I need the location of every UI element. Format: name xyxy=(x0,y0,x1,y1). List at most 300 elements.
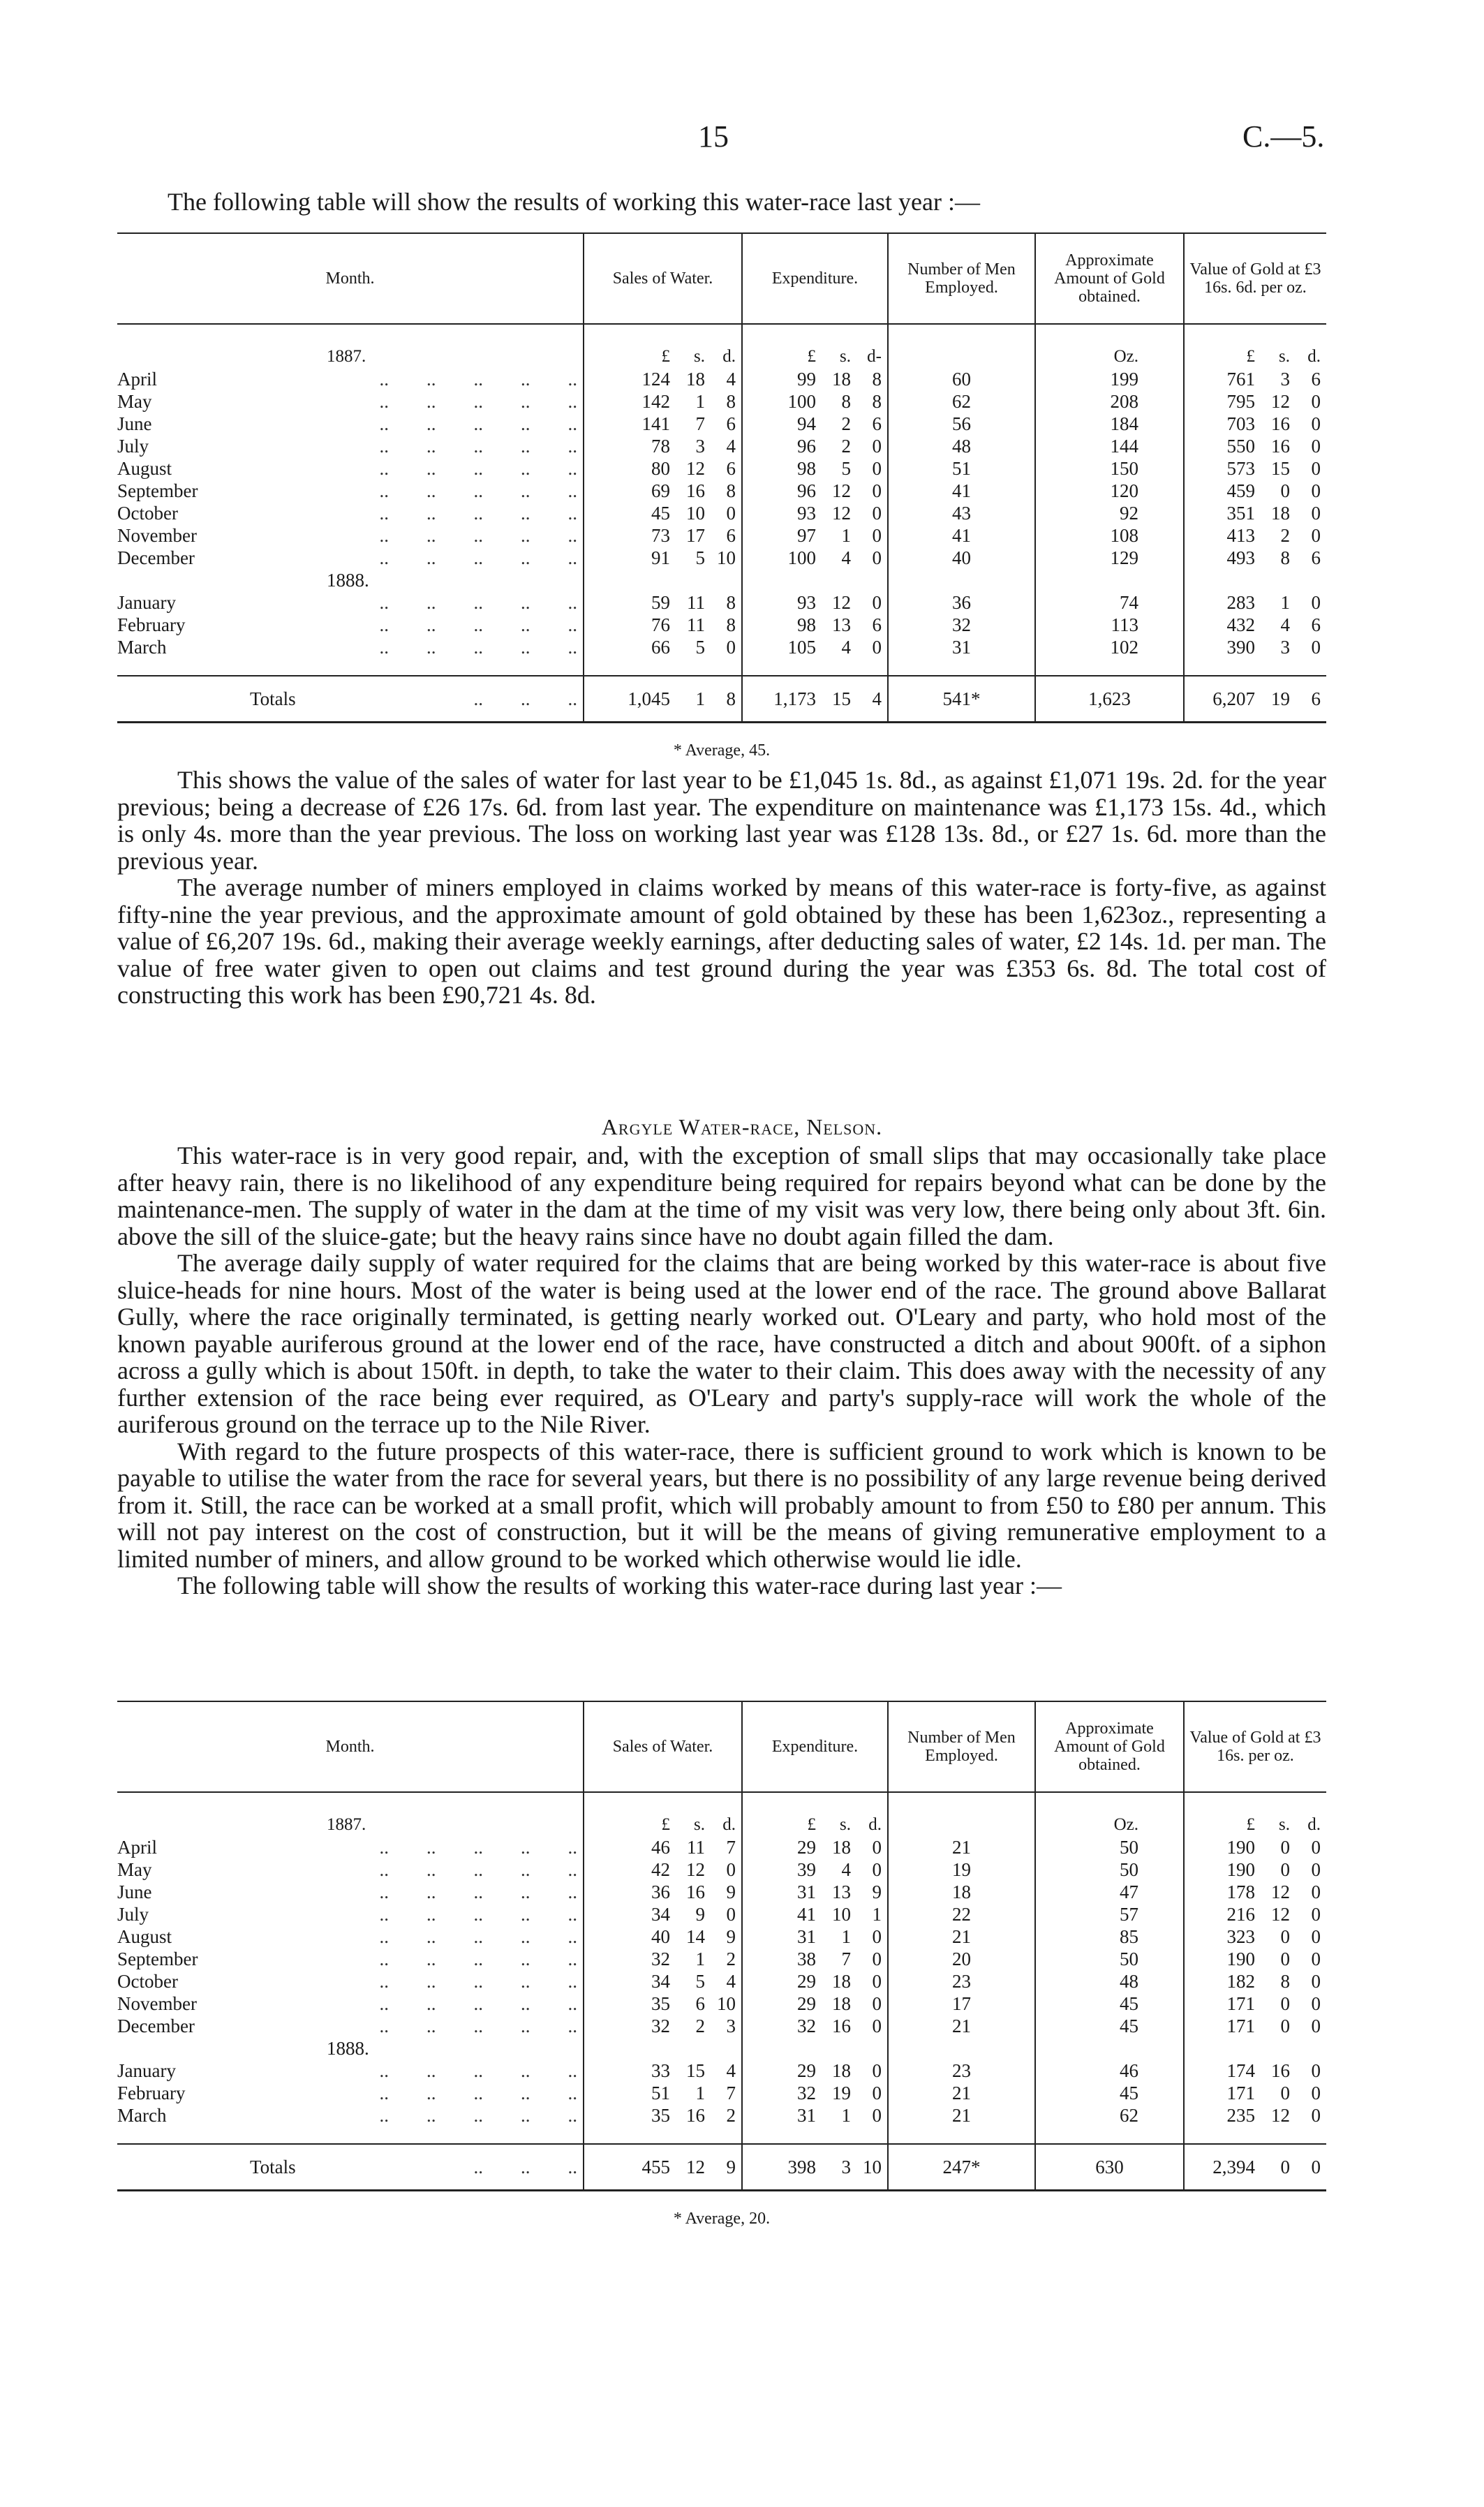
sales-of-water-pence: 6 xyxy=(726,525,736,546)
sales-of-water-pounds: 142 xyxy=(641,391,670,412)
gold-value-pence: 0 xyxy=(1311,458,1321,479)
month-label: November xyxy=(117,1993,197,2014)
unit-pounds: £ xyxy=(807,347,816,366)
expenditure-pence: 0 xyxy=(872,480,882,501)
gold-value-shillings: 16 xyxy=(1271,2060,1290,2081)
water-race-table-2 xyxy=(117,1701,1326,2191)
table-row xyxy=(117,1970,1326,1992)
unit-shillings: s. xyxy=(694,1815,705,1834)
gold-value-pence: 0 xyxy=(1311,2105,1321,2126)
month-label: May xyxy=(117,391,152,412)
gold-value xyxy=(1190,2082,1321,2104)
expenditure-shillings: 7 xyxy=(841,1948,851,1969)
sales-of-water xyxy=(590,413,736,435)
expenditure-pounds: 29 xyxy=(797,2060,816,2081)
expenditure xyxy=(748,636,882,658)
total-expenditure-pounds: 398 xyxy=(787,2157,816,2177)
table-row xyxy=(117,636,1326,658)
expenditure-pounds: 98 xyxy=(797,614,816,635)
unit-pence: d. xyxy=(1307,347,1321,366)
month-label: November xyxy=(117,525,197,546)
sales-of-water-shillings: 5 xyxy=(695,547,705,568)
men-employed: 40 xyxy=(888,547,1035,569)
expenditure-pounds: 97 xyxy=(797,525,816,546)
total-sales xyxy=(590,688,736,710)
expenditure-pence: 0 xyxy=(872,2083,882,2103)
total-gold-oz: 1,623 xyxy=(1035,676,1184,723)
totals-label: Totals xyxy=(250,688,296,709)
sales-of-water-shillings: 12 xyxy=(686,458,705,479)
month-label: June xyxy=(117,1881,152,1902)
month-label: December xyxy=(117,547,195,568)
gold-value xyxy=(1190,524,1321,547)
gold-value-shillings: 0 xyxy=(1280,1926,1290,1947)
gold-value-shillings: 3 xyxy=(1280,637,1290,658)
expenditure-pence: 1 xyxy=(872,1904,882,1925)
expenditure-shillings: 2 xyxy=(841,413,851,434)
total-sales-pounds: 455 xyxy=(641,2157,670,2177)
sales-of-water-pounds: 46 xyxy=(651,1837,670,1858)
expenditure-pence: 0 xyxy=(872,525,882,546)
table-row xyxy=(117,2104,1326,2127)
month-label: December xyxy=(117,2016,195,2036)
gold-value xyxy=(1190,457,1321,480)
totals-label: Totals xyxy=(250,2157,296,2177)
sales-of-water-pounds: 45 xyxy=(651,503,670,524)
leader-dots: .. .. .. .. .. xyxy=(379,637,577,658)
month-label: September xyxy=(117,480,198,501)
sales-of-water-pence: 2 xyxy=(726,1948,736,1969)
expenditure-shillings: 13 xyxy=(832,1881,851,1902)
expenditure xyxy=(748,502,882,524)
sales-of-water-pence: 10 xyxy=(717,547,736,568)
year-row xyxy=(117,569,1326,591)
column-header-gold-oz: Approximate Amount of Gold obtained. xyxy=(1035,233,1184,324)
men-employed: 62 xyxy=(888,390,1035,413)
table-row xyxy=(117,1903,1326,1925)
gold-value-shillings: 16 xyxy=(1271,436,1290,457)
sales-of-water-pence: 6 xyxy=(726,413,736,434)
gold-value-pounds: 182 xyxy=(1226,1971,1255,1992)
month-label: October xyxy=(117,1971,178,1992)
expenditure xyxy=(748,2104,882,2127)
gold-value-pounds: 283 xyxy=(1226,592,1255,613)
expenditure-pence: 0 xyxy=(872,2060,882,2081)
sales-of-water xyxy=(590,457,736,480)
sales-of-water-pounds: 32 xyxy=(651,2016,670,2036)
expenditure-pounds: 39 xyxy=(797,1859,816,1880)
column-header-gold-oz: Approximate Amount of Gold obtained. xyxy=(1035,1701,1184,1792)
expenditure-pence: 8 xyxy=(872,369,882,390)
sales-of-water-shillings: 14 xyxy=(686,1926,705,1947)
gold-value xyxy=(1190,502,1321,524)
expenditure xyxy=(748,413,882,435)
expenditure-shillings: 12 xyxy=(832,480,851,501)
paragraph: With regard to the future prospects of this water-race, there is sufficient ground to work which is known to be payable to utilise the water from the race for several years, but there is no possibility of any large revenue being derived from it. Still, the race can be worked at a small profit, which will probably amount to from £50 to £80 per annum. This will not pay interest on the cost of construction, but it will be the means of giving remunerative employment to a limited number of miners, and allow ground to be worked which otherwise would lie idle. xyxy=(117,1437,1326,1573)
gold-value-shillings: 16 xyxy=(1271,413,1290,434)
gold-value-shillings: 18 xyxy=(1271,503,1290,524)
sales-of-water-pence: 3 xyxy=(726,2016,736,2036)
expenditure-pounds: 38 xyxy=(797,1948,816,1969)
men-employed: 41 xyxy=(888,524,1035,547)
gold-value-pounds: 190 xyxy=(1226,1859,1255,1880)
gold-oz: 199 xyxy=(1035,368,1184,390)
sales-of-water-pounds: 40 xyxy=(651,1926,670,1947)
document-series: C.—5. xyxy=(1242,119,1325,154)
sales-of-water-shillings: 16 xyxy=(686,480,705,501)
gold-value-pence: 0 xyxy=(1311,1993,1321,2014)
sales-of-water-pounds: 78 xyxy=(651,436,670,457)
expenditure xyxy=(748,435,882,457)
leader-dots: .. .. .. .. .. xyxy=(379,1926,577,1947)
gold-value-pounds: 171 xyxy=(1226,1993,1255,2014)
sales-of-water-shillings: 16 xyxy=(686,1881,705,1902)
gold-value-pounds: 190 xyxy=(1226,1948,1255,1969)
gold-value-pounds: 216 xyxy=(1226,1904,1255,1925)
leader-dots: .. .. .. .. .. xyxy=(379,480,577,501)
expenditure-pence: 0 xyxy=(872,1948,882,1969)
expenditure-shillings: 1 xyxy=(841,2105,851,2126)
table-row xyxy=(117,2015,1326,2037)
month-label: February xyxy=(117,2083,186,2103)
gold-value xyxy=(1190,1970,1321,1992)
gold-value-pounds: 459 xyxy=(1226,480,1255,501)
leader-dots: .. .. .. .. .. xyxy=(379,2105,577,2126)
sales-of-water-pence: 0 xyxy=(726,637,736,658)
gold-oz: 92 xyxy=(1035,502,1184,524)
page-number: 15 xyxy=(698,119,729,154)
sales-of-water xyxy=(590,591,736,614)
unit xyxy=(748,1814,882,1836)
sales-of-water-shillings: 17 xyxy=(686,525,705,546)
sales-of-water-pounds: 32 xyxy=(651,1948,670,1969)
expenditure-pence: 0 xyxy=(872,1993,882,2014)
expenditure xyxy=(748,1992,882,2015)
total-sales-shillings: 12 xyxy=(686,2157,705,2177)
men-employed: 51 xyxy=(888,457,1035,480)
gold-value xyxy=(1190,480,1321,502)
gold-value xyxy=(1190,614,1321,636)
expenditure-shillings: 4 xyxy=(841,637,851,658)
table-row xyxy=(117,1858,1326,1881)
gold-value-shillings: 12 xyxy=(1271,1904,1290,1925)
sales-of-water-shillings: 11 xyxy=(687,592,705,613)
sales-of-water xyxy=(590,1858,736,1881)
sales-of-water xyxy=(590,435,736,457)
sales-of-water xyxy=(590,2082,736,2104)
gold-value-shillings: 2 xyxy=(1280,525,1290,546)
expenditure-pence: 0 xyxy=(872,592,882,613)
men-employed: 21 xyxy=(888,2082,1035,2104)
gold-oz: 74 xyxy=(1035,591,1184,614)
sales-of-water-pounds: 34 xyxy=(651,1971,670,1992)
expenditure xyxy=(748,1925,882,1948)
unit-pence: d. xyxy=(722,347,736,366)
expenditure-pounds: 41 xyxy=(797,1904,816,1925)
expenditure-pence: 6 xyxy=(872,413,882,434)
expenditure-shillings: 18 xyxy=(832,2060,851,2081)
column-header-month: Month. xyxy=(117,1701,584,1792)
men-employed: 18 xyxy=(888,1881,1035,1903)
gold-value-pounds: 190 xyxy=(1226,1837,1255,1858)
expenditure-pence: 0 xyxy=(872,1926,882,1947)
gold-value-shillings: 12 xyxy=(1271,391,1290,412)
expenditure-pounds: 29 xyxy=(797,1971,816,1992)
unit xyxy=(1190,1814,1321,1836)
expenditure-pounds: 31 xyxy=(797,1881,816,1902)
gold-value-shillings: 0 xyxy=(1280,1837,1290,1858)
unit-pounds: £ xyxy=(807,1815,816,1834)
total-gold-oz: 630 xyxy=(1035,2144,1184,2191)
expenditure-shillings: 5 xyxy=(841,458,851,479)
unit-pence: d. xyxy=(1307,1815,1321,1834)
expenditure xyxy=(748,614,882,636)
expenditure xyxy=(748,1970,882,1992)
sales-of-water-pounds: 36 xyxy=(651,1881,670,1902)
gold-oz: 208 xyxy=(1035,390,1184,413)
total-gold-value-pounds: 6,207 xyxy=(1212,688,1255,709)
total-men: 247* xyxy=(888,2144,1035,2191)
men-employed: 41 xyxy=(888,480,1035,502)
leader-dots: .. .. .. .. .. xyxy=(379,503,577,524)
men-employed: 19 xyxy=(888,1858,1035,1881)
gold-oz: 150 xyxy=(1035,457,1184,480)
gold-value-pounds: 761 xyxy=(1226,369,1255,390)
expenditure-pence: 8 xyxy=(872,391,882,412)
sales-of-water-pence: 7 xyxy=(726,1837,736,1858)
paragraph: The average daily supply of water required for the claims that are being worked by this water-race is about five sluice-heads for nine hours. Most of the water is being used at the lower end of the race. The ground above Ballarat Gully, where the race originally terminated, is getting nearly worked out. O'Leary and party, who hold most of the known payable auriferous ground at the lower end of the race, have constructed a ditch and about 900ft. of a siphon across a gully which is about 150ft. in depth, to take the water to their claim. This does away with the necessity of any further extension of the race being ever required, as O'Leary and party's supply-race will work the whole of the auriferous ground on the terrace up to the Nile River. xyxy=(117,1249,1326,1438)
gold-value-shillings: 15 xyxy=(1271,458,1290,479)
unit xyxy=(1190,346,1321,368)
gold-value xyxy=(1190,413,1321,435)
unit-shillings: s. xyxy=(840,347,851,366)
expenditure-pence: 0 xyxy=(872,503,882,524)
leader-dots: .. .. .. .. .. xyxy=(379,436,577,457)
expenditure-pounds: 96 xyxy=(797,480,816,501)
unit-shillings: s. xyxy=(1279,347,1290,366)
sales-of-water xyxy=(590,2104,736,2127)
table-row xyxy=(117,591,1326,614)
sales-of-water-pence: 0 xyxy=(726,503,736,524)
gold-value-pence: 6 xyxy=(1311,369,1321,390)
gold-oz: 184 xyxy=(1035,413,1184,435)
expenditure-pounds: 31 xyxy=(797,1926,816,1947)
column-header-sales: Sales of Water. xyxy=(584,233,742,324)
sales-of-water-shillings: 2 xyxy=(695,2016,705,2036)
unit-shillings: s. xyxy=(1279,1815,1290,1834)
gold-value-pounds: 795 xyxy=(1226,391,1255,412)
gold-value-shillings: 8 xyxy=(1280,1971,1290,1992)
total-expenditure-shillings: 3 xyxy=(841,2157,851,2177)
column-header-sales: Sales of Water. xyxy=(584,1701,742,1792)
table-row xyxy=(117,1992,1326,2015)
leader-dots: .. .. .. .. .. xyxy=(379,1904,577,1925)
sales-of-water-pounds: 124 xyxy=(641,369,670,390)
expenditure-shillings: 10 xyxy=(832,1904,851,1925)
gold-value xyxy=(1190,2059,1321,2082)
gold-value-pence: 0 xyxy=(1311,1948,1321,1969)
sales-of-water xyxy=(590,390,736,413)
expenditure-pence: 0 xyxy=(872,436,882,457)
sales-of-water-pounds: 73 xyxy=(651,525,670,546)
sales-of-water-pence: 8 xyxy=(726,592,736,613)
expenditure xyxy=(748,1881,882,1903)
sales-of-water-pounds: 141 xyxy=(641,413,670,434)
gold-value-pence: 0 xyxy=(1311,2083,1321,2103)
expenditure-pounds: 32 xyxy=(797,2083,816,2103)
gold-value-pounds: 178 xyxy=(1226,1881,1255,1902)
gold-oz: 45 xyxy=(1035,2082,1184,2104)
sales-of-water xyxy=(590,480,736,502)
unit-pounds: £ xyxy=(1246,347,1255,366)
expenditure-pence: 0 xyxy=(872,637,882,658)
results-table xyxy=(117,232,1326,723)
expenditure xyxy=(748,457,882,480)
sales-of-water-shillings: 9 xyxy=(695,1904,705,1925)
total-expenditure xyxy=(748,2156,882,2178)
gold-value-shillings: 1 xyxy=(1280,592,1290,613)
units-row xyxy=(117,346,1326,368)
gold-value xyxy=(1190,2015,1321,2037)
sales-of-water-pence: 8 xyxy=(726,614,736,635)
month-label: July xyxy=(117,436,149,457)
expenditure-pence: 0 xyxy=(872,1971,882,1992)
expenditure-pence: 0 xyxy=(872,547,882,568)
gold-oz: 48 xyxy=(1035,1970,1184,1992)
sales-of-water-pence: 9 xyxy=(726,1881,736,1902)
sales-of-water-shillings: 1 xyxy=(695,1948,705,1969)
expenditure xyxy=(748,1948,882,1970)
total-expenditure-shillings: 15 xyxy=(832,688,851,709)
expenditure-shillings: 4 xyxy=(841,1859,851,1880)
leader-dots: .. .. .. .. .. xyxy=(379,547,577,568)
gold-oz: 57 xyxy=(1035,1903,1184,1925)
gold-value-pounds: 550 xyxy=(1226,436,1255,457)
men-employed: 31 xyxy=(888,636,1035,658)
month-label: April xyxy=(117,1837,157,1858)
expenditure-pence: 0 xyxy=(872,2105,882,2126)
unit-pounds: £ xyxy=(1246,1815,1255,1834)
sales-of-water-pence: 10 xyxy=(717,1993,736,2014)
leader-dots: .. .. .. .. .. xyxy=(379,369,577,390)
month-label: August xyxy=(117,458,172,479)
total-sales-pounds: 1,045 xyxy=(628,688,670,709)
expenditure xyxy=(748,480,882,502)
gold-oz: 144 xyxy=(1035,435,1184,457)
expenditure-shillings: 18 xyxy=(832,1971,851,1992)
gold-value-pounds: 413 xyxy=(1226,525,1255,546)
gold-value-pence: 0 xyxy=(1311,503,1321,524)
unit-oz: Oz. xyxy=(1035,1814,1184,1836)
gold-value-shillings: 0 xyxy=(1280,2083,1290,2103)
year-label: 1887. xyxy=(327,347,366,366)
leader-dots: .. .. .. .. .. xyxy=(379,413,577,434)
sales-of-water-shillings: 1 xyxy=(695,391,705,412)
year-label: 1888. xyxy=(327,2038,369,2059)
column-header-men: Number of Men Employed. xyxy=(888,233,1035,324)
gold-value-shillings: 8 xyxy=(1280,547,1290,568)
sales-of-water-shillings: 5 xyxy=(695,637,705,658)
leader-dots: .. .. .. .. .. xyxy=(379,1837,577,1858)
month-label: February xyxy=(117,614,186,635)
gold-value-pence: 0 xyxy=(1311,1859,1321,1880)
gold-value-pence: 0 xyxy=(1311,2060,1321,2081)
unit-shillings: s. xyxy=(840,1815,851,1834)
sales-of-water-pence: 8 xyxy=(726,480,736,501)
gold-value-pence: 0 xyxy=(1311,1837,1321,1858)
column-header-expenditure: Expenditure. xyxy=(742,1701,888,1792)
expenditure-pence: 0 xyxy=(872,1859,882,1880)
gold-oz: 50 xyxy=(1035,1836,1184,1858)
gold-value xyxy=(1190,435,1321,457)
sales-of-water-shillings: 1 xyxy=(695,2083,705,2103)
gold-value-pounds: 703 xyxy=(1226,413,1255,434)
sales-of-water-pence: 4 xyxy=(726,1971,736,1992)
expenditure-shillings: 4 xyxy=(841,547,851,568)
sales-of-water xyxy=(590,2015,736,2037)
gold-value-pounds: 432 xyxy=(1226,614,1255,635)
total-expenditure-pence: 4 xyxy=(872,688,882,709)
expenditure-pounds: 29 xyxy=(797,1837,816,1858)
totals-row xyxy=(117,676,1326,723)
sales-of-water-shillings: 7 xyxy=(695,413,705,434)
expenditure-shillings: 8 xyxy=(841,391,851,412)
sales-of-water-shillings: 11 xyxy=(687,614,705,635)
men-employed: 21 xyxy=(888,2104,1035,2127)
column-header-expenditure: Expenditure. xyxy=(742,233,888,324)
month-label: May xyxy=(117,1859,152,1880)
sales-of-water xyxy=(590,1836,736,1858)
gold-value xyxy=(1190,1858,1321,1881)
gold-value xyxy=(1190,1992,1321,2015)
leader-dots: .. .. .. xyxy=(473,688,577,709)
leader-dots: .. .. .. .. .. xyxy=(379,1881,577,1902)
men-employed: 60 xyxy=(888,368,1035,390)
expenditure-pence: 0 xyxy=(872,2016,882,2036)
expenditure-pence: 6 xyxy=(872,614,882,635)
expenditure-pounds: 105 xyxy=(787,637,816,658)
sales-of-water-pence: 8 xyxy=(726,391,736,412)
gold-value-pounds: 171 xyxy=(1226,2083,1255,2103)
sales-of-water-pounds: 80 xyxy=(651,458,670,479)
paragraph: This shows the value of the sales of water for last year to be £1,045 1s. 8d., as against £1,071 19s. 2d. for the year previous; being a decrease of £26 17s. 6d. from last year. The expenditure on maintenance was £1,173 15s. 4d., which is only 4s. more than the year previous. The loss on working last year was £128 13s. 8d., or £27 1s. 6d. more than the previous year. xyxy=(117,766,1326,875)
sales-of-water xyxy=(590,547,736,569)
expenditure-pounds: 29 xyxy=(797,1993,816,2014)
expenditure-shillings: 19 xyxy=(832,2083,851,2103)
sales-of-water-pence: 4 xyxy=(726,436,736,457)
gold-value-pounds: 171 xyxy=(1226,2016,1255,2036)
gold-oz: 50 xyxy=(1035,1858,1184,1881)
expenditure-pence: 9 xyxy=(872,1881,882,1902)
month-label: August xyxy=(117,1926,172,1947)
sales-of-water-pence: 0 xyxy=(726,1904,736,1925)
gold-value-pence: 0 xyxy=(1311,592,1321,613)
sales-of-water xyxy=(590,502,736,524)
month-label: January xyxy=(117,2060,176,2081)
sales-of-water-pence: 9 xyxy=(726,1926,736,1947)
table-row xyxy=(117,1925,1326,1948)
leader-dots: .. .. .. .. .. xyxy=(379,2060,577,2081)
gold-value-pounds: 174 xyxy=(1226,2060,1255,2081)
sales-of-water-pence: 4 xyxy=(726,369,736,390)
leader-dots: .. .. .. .. .. xyxy=(379,525,577,546)
total-gold-value-pounds: 2,394 xyxy=(1212,2157,1255,2177)
expenditure xyxy=(748,547,882,569)
table-row xyxy=(117,480,1326,502)
table-row xyxy=(117,1881,1326,1903)
gold-value-pence: 0 xyxy=(1311,480,1321,501)
gold-value xyxy=(1190,1948,1321,1970)
